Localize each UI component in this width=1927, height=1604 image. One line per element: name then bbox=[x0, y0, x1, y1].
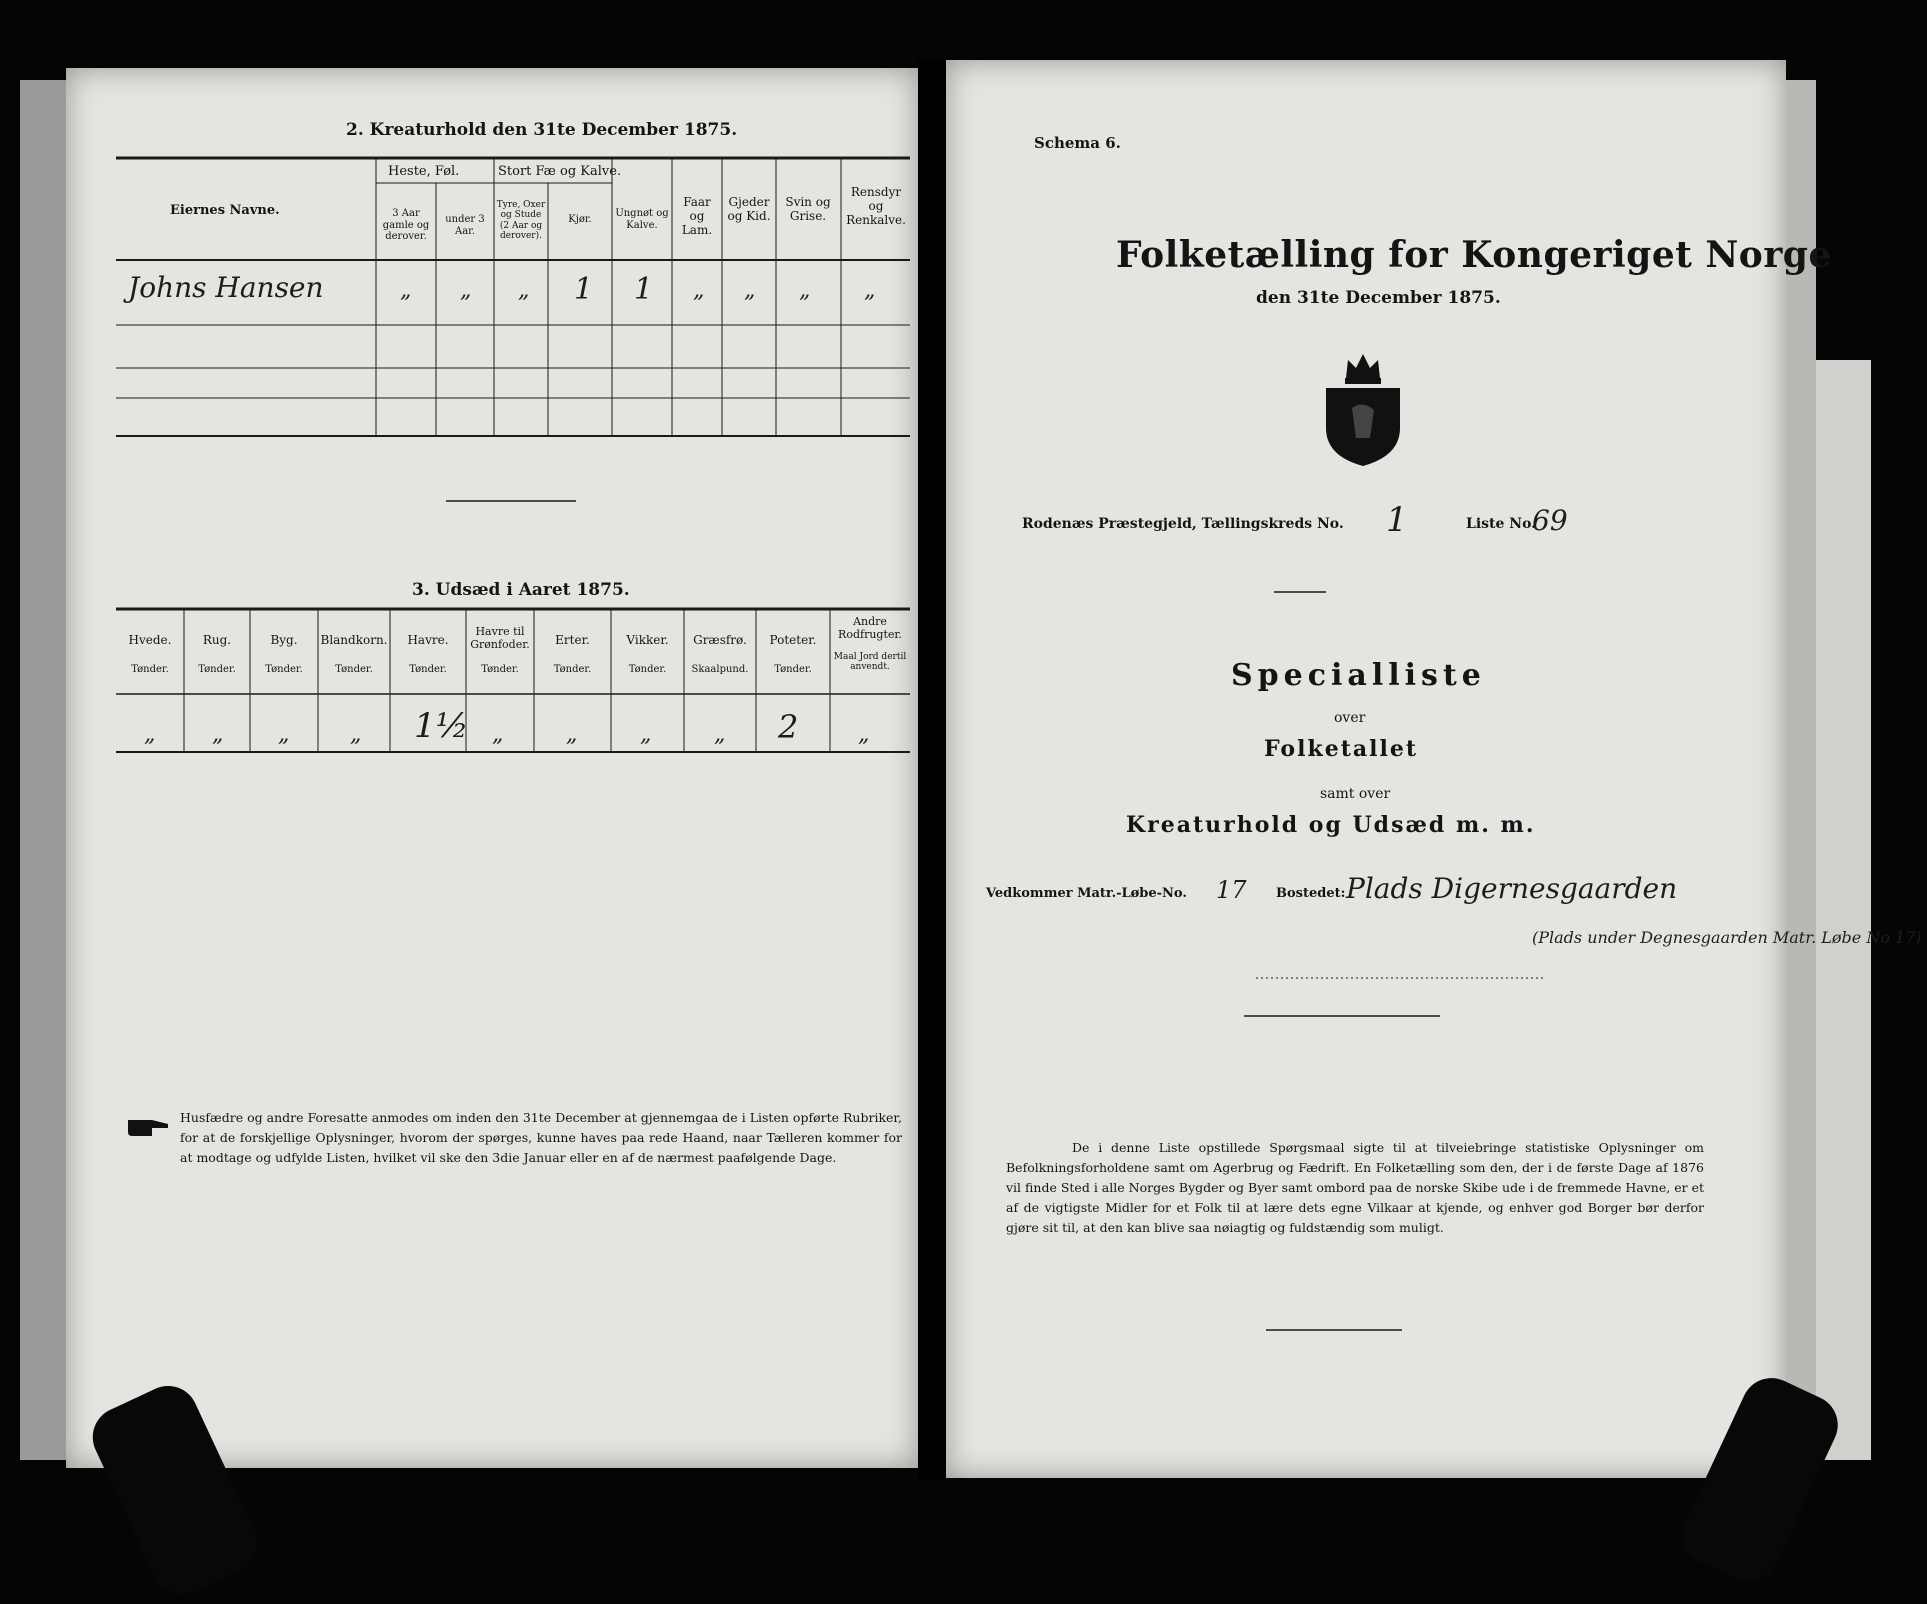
t3-u3: Tønder. bbox=[335, 664, 373, 675]
t2-cell: „ bbox=[400, 278, 412, 303]
right-page bbox=[946, 60, 1922, 1478]
t2-cell: „ bbox=[864, 278, 876, 303]
t3-cell: „ bbox=[640, 722, 652, 747]
col-under3: under 3 Aar. bbox=[445, 214, 485, 237]
group-heste: Heste, Føl. bbox=[388, 164, 460, 179]
notice-text: Husfædre og andre Foresatte anmodes om inden den 31te December at gjennemgaa de i Listen opførte Rubriker, for at de forskjellige Oplysninger, hvorom der spørges, kunne haves paa rede Haand, naar Tælleren kommer for at modtage og udfylde Listen, hvilket vil ske den 3die Januar eller en af de nærmest paafølgende Dage. bbox=[180, 1110, 902, 1165]
left-page bbox=[66, 68, 918, 1468]
bostedet-value: Plads Digernesgaarden bbox=[1346, 872, 1678, 905]
t3-cell: „ bbox=[714, 722, 726, 747]
t3-u10: Maal Jord dertil anvendt. bbox=[833, 652, 907, 673]
t3-h2: Byg. bbox=[270, 633, 298, 647]
table3-title: 3. Udsæd i Aaret 1875. bbox=[412, 580, 630, 600]
t3-u5: Tønder. bbox=[481, 664, 519, 675]
bostedet-note: (Plads under Degnesgaarden Matr. Løbe No 17) bbox=[1532, 928, 1922, 947]
col-faar: Faar og Lam. bbox=[681, 195, 713, 237]
kreds-no: 1 bbox=[1386, 500, 1408, 540]
t3-cell: „ bbox=[144, 722, 156, 747]
samt-over: samt over bbox=[1320, 786, 1391, 802]
col-ungnet: Ungnøt og Kalve. bbox=[615, 208, 669, 231]
intro-text: De i denne Liste opstillede Spørgsmaal sigte til at tilveiebringe statistiske Oplysninger om Befolkningsforholdene samt om Agerbrug og Fædrift. En Folketælling som den, der i de første Dage af 1876 vil finde Sted i alle Norges Bygder og Byer samt ombord paa de norske Skibe ude i de fremmede Havne, er et af de vigtigste Midler for et Folk til at lære dets egne Vilkaar at kjende, og enhver god Borger bør derfor gjøre sit til, at den kan blive saa nøiagtig og fuldstændig som muligt. bbox=[1006, 1140, 1704, 1235]
t3-h3: Blandkorn. bbox=[320, 633, 388, 647]
bostedet-label: Bostedet: bbox=[1276, 886, 1346, 901]
col-kjor: Kjør. bbox=[568, 214, 592, 225]
col-rensdyr: Rensdyr og Renkalve. bbox=[846, 185, 906, 227]
t3-h5: Havre til Grønfoder. bbox=[470, 625, 530, 651]
main-title: Folketælling for Kongeriget Norge bbox=[1116, 234, 1832, 276]
t3-u9: Tønder. bbox=[774, 664, 812, 675]
t3-h7: Vikker. bbox=[626, 633, 669, 647]
owner-header: Eiernes Navne. bbox=[170, 203, 280, 218]
folketallet-title: Folketallet bbox=[1264, 736, 1418, 762]
t3-h10: Andre Rodfrugter. bbox=[838, 615, 902, 641]
group-stortfae: Stort Fæ og Kalve. bbox=[498, 164, 622, 179]
t2-cell: „ bbox=[693, 278, 705, 303]
liste-no: 69 bbox=[1532, 504, 1568, 537]
t3-cell: „ bbox=[566, 722, 578, 747]
pointing-hand-icon bbox=[126, 1114, 170, 1140]
prestegjeld-label: Rodenæs Præstegjeld, Tællingskreds No. bbox=[1022, 516, 1344, 532]
t2-cell: 1 bbox=[634, 272, 654, 307]
left-page-edges bbox=[20, 80, 66, 1460]
t2-cell: „ bbox=[744, 278, 756, 303]
t3-u6: Tønder. bbox=[553, 664, 592, 675]
book-gutter bbox=[918, 60, 946, 1480]
t3-h0: Hvede. bbox=[128, 633, 172, 647]
col-svin: Svin og Grise. bbox=[785, 195, 831, 223]
t2-cell: „ bbox=[460, 278, 472, 303]
census-date: den 31te December 1875. bbox=[1256, 288, 1501, 308]
schema-label: Schema 6. bbox=[1034, 134, 1121, 152]
matr-no: 17 bbox=[1216, 876, 1247, 904]
kreaturhold-title: Kreaturhold og Udsæd m. m. bbox=[1126, 812, 1536, 838]
t3-cell: „ bbox=[278, 722, 290, 747]
table2-title: 2. Kreaturhold den 31te December 1875. bbox=[346, 120, 738, 140]
t3-u0: Tønder. bbox=[131, 664, 169, 675]
matr-label: Vedkommer Matr.-Løbe-No. bbox=[986, 886, 1187, 901]
t3-cell: „ bbox=[492, 722, 504, 747]
t3-u4: Tønder. bbox=[409, 664, 447, 675]
col-tyre: Tyre, Oxer og Stude (2 Aar og derover). bbox=[496, 200, 546, 242]
t3-cell-havre: 1½ bbox=[414, 706, 469, 746]
t3-h4: Havre. bbox=[407, 633, 449, 647]
t3-u8: Skaalpund. bbox=[691, 664, 749, 675]
col-3aar: 3 Aar gamle og derover. bbox=[382, 208, 430, 242]
t3-cell: „ bbox=[858, 722, 870, 747]
over-1: over bbox=[1334, 710, 1366, 726]
specialliste-title: Specialliste bbox=[1231, 658, 1486, 693]
right-page-edges bbox=[1786, 80, 1816, 1460]
t2-cell: 1 bbox=[574, 272, 594, 307]
t3-cell: „ bbox=[350, 722, 362, 747]
liste-label: Liste No. bbox=[1466, 516, 1537, 532]
t3-u2: Tønder. bbox=[265, 664, 303, 675]
t3-cell-poteter: 2 bbox=[778, 708, 799, 746]
underlying-page-strip bbox=[1816, 360, 1871, 1460]
right-rules bbox=[946, 60, 1786, 1478]
t2-cell: „ bbox=[518, 278, 530, 303]
t3-h6: Erter. bbox=[555, 633, 590, 647]
t3-h8: Græsfrø. bbox=[693, 633, 747, 647]
col-gjeder: Gjeder og Kid. bbox=[727, 195, 771, 223]
t3-cell: „ bbox=[212, 722, 224, 747]
t3-u7: Tønder. bbox=[628, 664, 667, 675]
t3-h9: Poteter. bbox=[769, 633, 817, 647]
t2-cell: „ bbox=[799, 278, 811, 303]
t3-h1: Rug. bbox=[202, 633, 232, 647]
owner-name: Johns Hansen bbox=[128, 271, 324, 304]
t3-u1: Tønder. bbox=[198, 664, 236, 675]
